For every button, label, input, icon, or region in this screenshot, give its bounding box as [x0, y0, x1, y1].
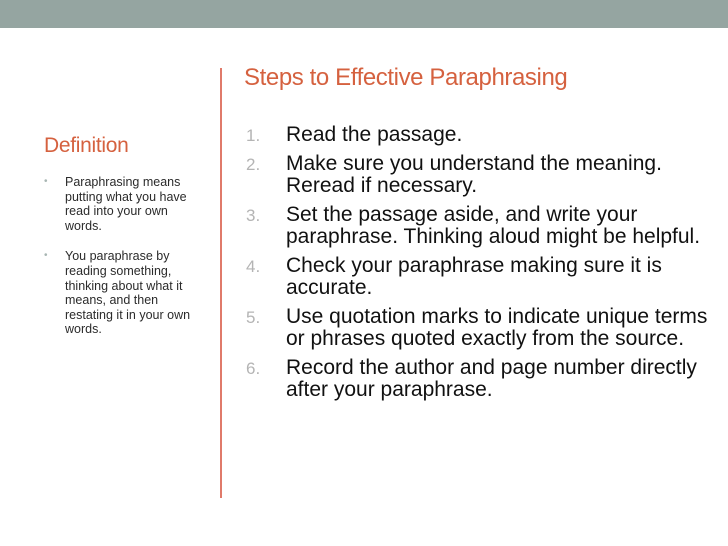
definition-bullet	[44, 175, 204, 233]
step-number: 1.	[246, 126, 261, 145]
step-item	[246, 255, 716, 300]
step-text: Record the author and page number directly after your paraphrase.	[286, 355, 697, 401]
column-divider	[220, 68, 222, 498]
definition-text: You paraphrase by reading something, thinking about what it means, and then restating it in your own words.	[65, 249, 191, 337]
definition-bullet	[44, 249, 204, 337]
step-number: 4.	[246, 256, 261, 276]
step-item	[246, 204, 716, 249]
step-item	[246, 153, 716, 198]
step-text: Set the passage aside, and write your paraphrase. Thinking aloud might be helpful.	[286, 202, 701, 248]
step-text: Read the passage.	[286, 123, 463, 146]
definition-text: Paraphrasing means putting what you have read into your own words.	[65, 175, 187, 233]
step-text: Make sure you understand the meaning. Reread if necessary.	[286, 151, 662, 197]
slide-title: Steps to Effective Paraphrasing	[244, 64, 568, 91]
definition-heading: Definition	[44, 134, 129, 157]
step-number: 2.	[246, 154, 261, 174]
step-number: 3.	[246, 205, 261, 225]
definition-list	[44, 175, 204, 353]
bullet-icon: •	[44, 176, 48, 187]
step-number: 5.	[246, 307, 261, 327]
step-item	[246, 306, 716, 351]
bullet-icon: •	[44, 250, 48, 262]
step-item	[246, 357, 716, 402]
step-text: Check your paraphrase making sure it is accurate.	[286, 253, 662, 299]
steps-list	[246, 124, 716, 408]
step-number: 6.	[246, 358, 261, 378]
step-text: Use quotation marks to indicate unique terms or phrases quoted exactly from the source.	[286, 304, 708, 350]
step-item	[246, 124, 716, 147]
top-banner	[0, 0, 728, 28]
